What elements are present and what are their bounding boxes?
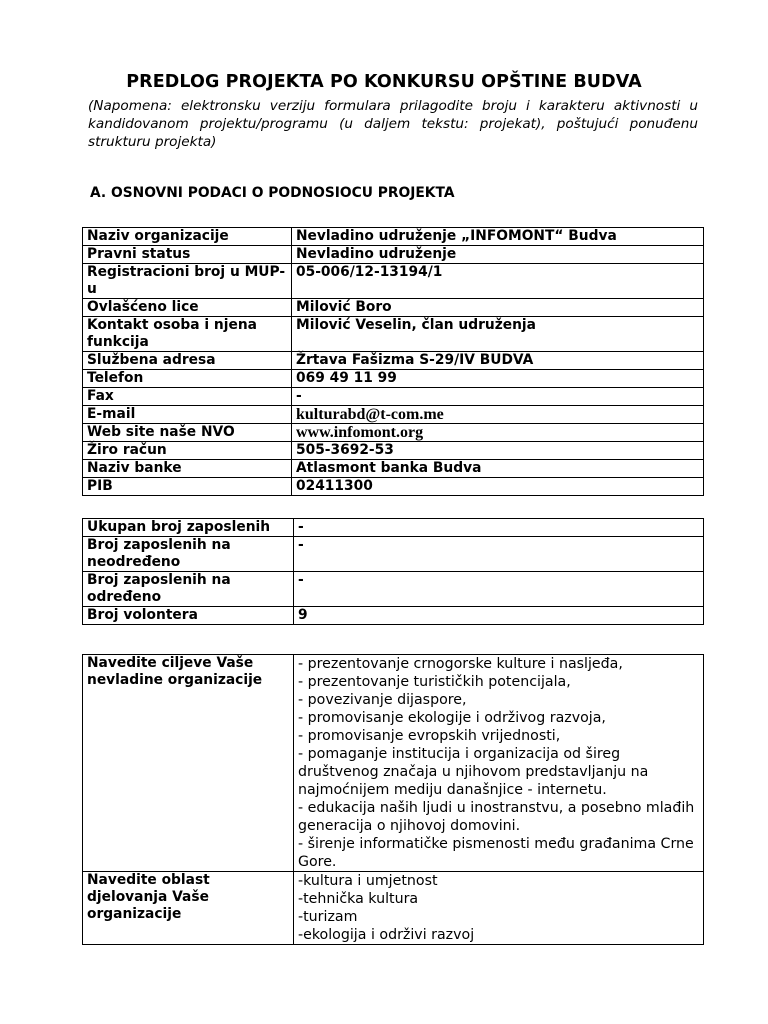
row-label: Službena adresa — [83, 352, 292, 370]
list-item: - promovisanje evropskih vrijednosti, — [298, 728, 561, 744]
row-label: Broj zaposlenih na neodređeno — [83, 537, 294, 572]
row-value: 02411300 — [292, 478, 704, 496]
row-label: Kontakt osoba i njena funkcija — [83, 317, 292, 352]
row-value: - — [294, 572, 704, 607]
list-item: -kultura i umjetnost — [298, 873, 438, 889]
row-value: - — [294, 537, 704, 572]
table-row — [83, 352, 704, 370]
row-label: Fax — [83, 388, 292, 406]
table-row — [83, 607, 704, 625]
row-value: Milović Boro — [292, 299, 704, 317]
applicant-basic-data-table — [82, 227, 704, 496]
list-item: - edukacija naših ljudi u inostranstvu, a posebno mlađih generacija o njihovoj domovini. — [298, 800, 695, 834]
list-item: - povezivanje dijaspore, — [298, 692, 467, 708]
row-label: E-mail — [83, 406, 292, 424]
table-row — [83, 424, 704, 442]
table-row — [83, 299, 704, 317]
list-item: - prezentovanje turističkih potencijala, — [298, 674, 571, 690]
row-label: Telefon — [83, 370, 292, 388]
table-row — [83, 406, 704, 424]
table-row — [83, 519, 704, 537]
row-value: 505-3692-53 — [292, 442, 704, 460]
areas-label: Navedite oblast djelovanja Vaše organizacije — [83, 872, 294, 945]
list-item: -turizam — [298, 909, 358, 925]
goals-list — [294, 655, 704, 872]
list-item: - pomaganje institucija i organizacija od šireg društvenog značaja u njihovom predstavljanju na najmoćnijem mediju današnjice - internetu. — [298, 746, 649, 798]
list-item: - promovisanje ekologije i održivog razvoja, — [298, 710, 606, 726]
table-row — [83, 872, 704, 945]
email-link[interactable]: kulturabd@t-com.me — [292, 406, 704, 424]
row-label: Broj volontera — [83, 607, 294, 625]
list-item: - širenje informatičke pismenosti među građanima Crne Gore. — [298, 836, 694, 870]
areas-list — [294, 872, 704, 945]
row-label: Ukupan broj zaposlenih — [83, 519, 294, 537]
row-label: Ovlašćeno lice — [83, 299, 292, 317]
organization-goals-table — [82, 654, 704, 945]
table-row — [83, 442, 704, 460]
document-title: PREDLOG PROJEKTA PO KONKURSU OPŠTINE BUDVA — [126, 72, 642, 92]
row-value: Atlasmont banka Budva — [292, 460, 704, 478]
list-item: -ekologija i održivi razvoj — [298, 927, 475, 943]
row-label: Broj zaposlenih na određeno — [83, 572, 294, 607]
row-value: - — [294, 519, 704, 537]
row-value: Nevladino udruženje — [292, 246, 704, 264]
row-label: Web site naše NVO — [83, 424, 292, 442]
list-item: -tehnička kultura — [298, 891, 419, 907]
row-value: Milović Veselin, član udruženja — [292, 317, 704, 352]
row-value: Nevladino udruženje „INFOMONT“ Budva — [292, 228, 704, 246]
table-row — [83, 228, 704, 246]
row-label: Žiro račun — [83, 442, 292, 460]
row-label: Registracioni broj u MUP-u — [83, 264, 292, 299]
row-label: Naziv organizacije — [83, 228, 292, 246]
table-row — [83, 537, 704, 572]
table-row — [83, 460, 704, 478]
table-row — [83, 264, 704, 299]
table-row — [83, 572, 704, 607]
row-label: PIB — [83, 478, 292, 496]
row-value: 9 — [294, 607, 704, 625]
table-row — [83, 317, 704, 352]
goals-label: Navedite ciljeve Vaše nevladine organizacije — [83, 655, 294, 872]
employees-table — [82, 518, 704, 625]
row-value: 069 49 11 99 — [292, 370, 704, 388]
list-item: - prezentovanje crnogorske kulture i nasljeđa, — [298, 656, 623, 672]
table-row — [83, 478, 704, 496]
row-label: Naziv banke — [83, 460, 292, 478]
table-row — [83, 388, 704, 406]
note-paragraph: (Napomena: elektronsku verziju formulara prilagodite broju i karakteru aktivnosti u kandidovanom projektu/programu (u daljem tekstu: projekat), poštujući ponuđenu strukturu projekta) — [88, 98, 698, 150]
row-value: - — [292, 388, 704, 406]
section-a-heading: A. OSNOVNI PODACI O PODNOSIOCU PROJEKTA — [90, 185, 455, 201]
row-value: Žrtava Fašizma S-29/IV BUDVA — [292, 352, 704, 370]
website-link[interactable]: www.infomont.org — [292, 424, 704, 442]
table-row — [83, 246, 704, 264]
table-row — [83, 370, 704, 388]
table-row — [83, 655, 704, 872]
row-label: Pravni status — [83, 246, 292, 264]
row-value: 05-006/12-13194/1 — [292, 264, 704, 299]
